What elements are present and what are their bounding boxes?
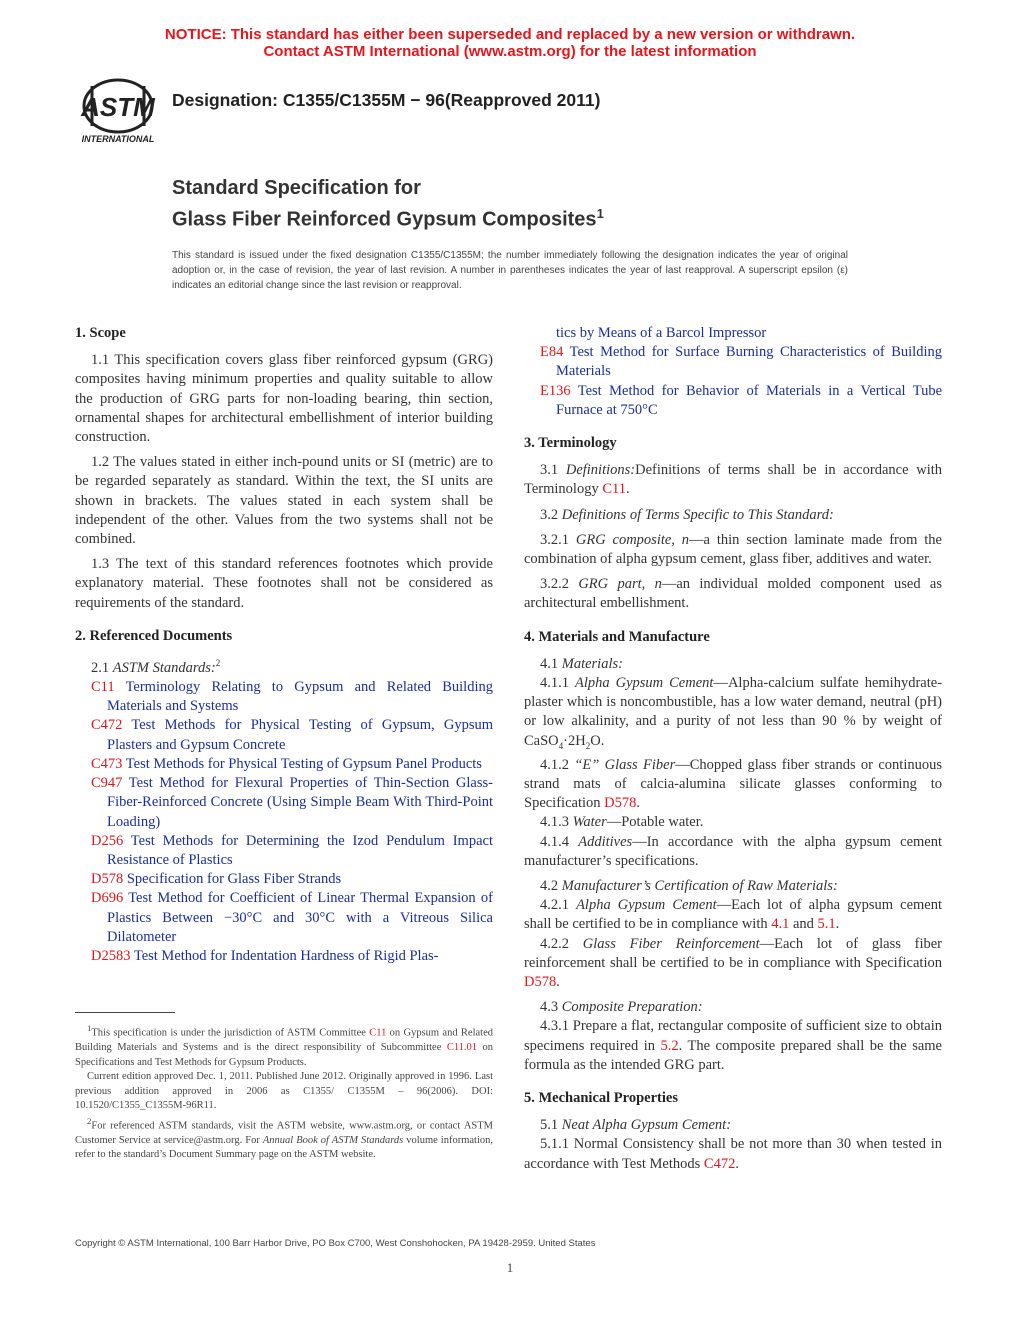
- section-scope-heading: 1. Scope: [75, 325, 126, 341]
- mat-4-3-1-text1: 4.3.1 Prepare a flat, rectangular composite of sufficient size to obtain specimens required in: [524, 1018, 942, 1054]
- ref-title[interactable]: Test Method for Coefficient of Linear Thermal Expansion of Plastics Between −30°C and 30°C with a Vitreous Silica Dilatometer: [107, 890, 493, 945]
- footnote-2: [75, 1114, 493, 1163]
- section-materials-heading: 4. Materials and Manufacture: [524, 628, 710, 645]
- mech-5-1-1-text: 5.1.1 Normal Consistency shall be not more than 30 when tested in accordance with Test Methods: [524, 1136, 942, 1172]
- mat-4-1-1-em: Alpha Gypsum Cement: [575, 675, 714, 692]
- mat-4-1-1-end: O.: [590, 732, 605, 749]
- ref-c473[interactable]: [75, 755, 493, 774]
- mat-4-1-4-text: —In accordance with the alpha gypsum cement manufacturer’s specifications.: [524, 833, 943, 869]
- copyright: Copyright © ASTM International, 100 Barr Harbor Drive, PO Box C700, West Conshohocken, PA 19428-2959. United States: [75, 1238, 596, 1249]
- mat-4-1-2-end: .: [636, 795, 640, 812]
- mat-4-1-2-text: —Chopped glass fiber strands or continuous strand mats of calcia-alumina silicate glasses conforming to Specification: [524, 756, 942, 812]
- ref-code[interactable]: D578: [91, 871, 124, 888]
- footnote-1-text-c: on Specifications and Test Methods for Gypsum Products.: [75, 1042, 493, 1068]
- notice-line-1: NOTICE: This standard has either been superseded and replaced by a new version or withdrawn.: [164, 26, 856, 43]
- ref-code[interactable]: C473: [91, 755, 123, 772]
- footnote-link-c11[interactable]: C11: [369, 1027, 387, 1039]
- footnotes: [75, 1021, 493, 1163]
- mat-4-1-1-mid: ·2H: [563, 732, 586, 749]
- ref-code[interactable]: D696: [91, 890, 124, 907]
- scope-1-1: 1.1 This specification covers glass fiber reinforced gypsum (GRG) composites having minimum properties and quality suitable to allow the production of GRG parts for non-loading bearing, thin section, ornamental shapes for architectural embellishment of interior building construction.: [75, 352, 493, 446]
- term-3-1: [524, 461, 942, 499]
- section-terminology-heading: 3. Terminology: [524, 435, 617, 452]
- ref-title[interactable]: Specification for Glass Fiber Strands: [123, 871, 342, 888]
- mat-4-2-2-end: .: [556, 973, 560, 990]
- term-3-2-num: 3.2: [540, 506, 562, 523]
- ref-d578[interactable]: [75, 870, 493, 889]
- footnote-2-mark: 2: [87, 1115, 92, 1126]
- mat-4-1-em: Materials:: [561, 655, 623, 672]
- ref-title[interactable]: Test Methods for Determining the Izod Pendulum Impact Resistance of Plastics: [107, 832, 493, 868]
- section-mechanical-heading: 5. Mechanical Properties: [524, 1090, 678, 1106]
- mat-4-2-1-text: —Each lot of alpha gypsum cement shall be certified to be in compliance with: [524, 897, 942, 933]
- title-main: Glass Fiber Reinforced Gypsum Composites: [172, 208, 597, 231]
- mat-4-2: [524, 877, 942, 896]
- page-number: 1: [506, 1260, 514, 1275]
- link-d578[interactable]: D578: [604, 795, 637, 812]
- withdrawal-notice: [0, 26, 1020, 60]
- astm-logo-icon: [72, 76, 164, 146]
- link-5-2[interactable]: 5.2: [660, 1037, 679, 1054]
- title-footnote-mark: 1: [596, 206, 604, 221]
- ref-title[interactable]: Test Methods for Physical Testing of Gypsum Panel Products: [122, 755, 482, 772]
- footnote-1: [75, 1021, 493, 1070]
- ref-code[interactable]: C11: [91, 679, 115, 696]
- scope-1-3: 1.3 The text of this standard references footnotes which provide explanatory material. These footnotes shall not be considered as requirements of the standard.: [75, 556, 493, 611]
- mat-4-2-2: [524, 935, 942, 993]
- link-5-1[interactable]: 5.1: [817, 916, 836, 933]
- term-3-2: [524, 506, 942, 525]
- mat-4-1-2: [524, 756, 942, 814]
- mech-5-1-1-end: .: [735, 1155, 739, 1172]
- ref-c11[interactable]: [75, 678, 493, 716]
- ref-c472[interactable]: [75, 716, 493, 754]
- footnote-1-text-a: This specification is under the jurisdiction of ASTM Committee: [91, 1027, 370, 1039]
- section-refdocs-heading: 2. Referenced Documents: [75, 627, 233, 644]
- mat-4-3-1-text2: . The composite prepared shall be the same formula as the intended GRG part.: [524, 1037, 942, 1073]
- term-3-1-end: .: [625, 481, 630, 498]
- mat-4-1-num: 4.1: [540, 655, 562, 672]
- mat-4-1-3-num: 4.1.3: [540, 814, 573, 831]
- ref-title[interactable]: Test Methods for Physical Testing of Gypsum, Gypsum Plasters and Gypsum Concrete: [107, 717, 493, 753]
- mat-4-1-2-num: 4.1.2: [540, 756, 575, 773]
- designation: Designation: C1355/C1355M − 96(Reapproved 2011): [172, 90, 601, 110]
- term-3-1-text: Definitions of terms shall be in accordance with Terminology: [524, 462, 943, 498]
- mat-4-1-3-em: Water: [572, 814, 607, 831]
- mat-4-1-2-em: “E” Glass Fiber: [574, 756, 676, 773]
- mat-4-2-2-em: Glass Fiber Reinforcement: [582, 935, 760, 952]
- footnote-rule: [75, 1012, 175, 1013]
- mat-4-2-2-num: 4.2.2: [540, 935, 583, 952]
- footnote-link-c1101[interactable]: C11.01: [446, 1042, 478, 1053]
- term-3-2-1: [524, 531, 942, 569]
- term-3-1-em: Definitions:: [565, 462, 636, 479]
- scope-1-2: 1.2 The values stated in either inch-pound units or SI (metric) are to be regarded separately as standard. Within the text, the SI units are shown in brackets. The values stated in each system shall be independent of the other. Values from the two systems shall not be combined.: [75, 454, 493, 548]
- logo-text: ASTM: [81, 92, 155, 122]
- astm-standards-footnote: 2: [215, 658, 221, 669]
- ref-c947[interactable]: [75, 774, 493, 832]
- term-3-2-2-em: GRG part, n: [578, 576, 662, 593]
- term-3-2-em: Definitions of Terms Specific to This Standard:: [561, 506, 834, 523]
- mat-4-1: [524, 655, 942, 674]
- ref-d2583[interactable]: [75, 947, 493, 966]
- astm-standards-label: [75, 654, 493, 678]
- mat-4-2-1-end: .: [835, 916, 840, 933]
- astm-standards-num: 2.1: [91, 659, 113, 676]
- ref-d2583-continued[interactable]: tics by Means of a Barcol Impressor: [556, 325, 767, 341]
- term-3-2-2-num: 3.2.2: [540, 576, 579, 593]
- mat-4-2-1: [524, 896, 942, 934]
- term-3-2-2: [524, 575, 942, 613]
- ref-code[interactable]: E84: [540, 344, 564, 361]
- ref-code[interactable]: C947: [91, 775, 123, 792]
- mat-4-2-num: 4.2: [540, 877, 562, 894]
- footnote-1-text-b: on Gypsum and Related Building Materials and Systems and is the direct responsibility of Subcommittee: [75, 1027, 493, 1053]
- logo-subtext: INTERNATIONAL: [81, 134, 155, 144]
- title-line-1: Standard Specification for: [172, 177, 421, 199]
- footnote-1-edition: Current edition approved Dec. 1, 2011. Published June 2012. Originally approved in 1996. Last previous addition approved in 2006 as C1355/ C1355M – 96(2006). DOI: 10.1520/C1355_C1355M-96R11.: [75, 1071, 493, 1111]
- left-column: [75, 322, 493, 966]
- right-column: [524, 322, 942, 1180]
- ref-code[interactable]: E136: [540, 382, 571, 399]
- mat-4-1-4-em: Additives: [578, 833, 633, 850]
- ref-code[interactable]: C472: [91, 717, 123, 734]
- mat-4-1-4: [524, 833, 942, 871]
- footnote-2-annual-book: Annual Book of ASTM Standards: [262, 1134, 404, 1146]
- ref-code[interactable]: D2583: [91, 947, 131, 964]
- link-c11[interactable]: C11: [602, 481, 626, 498]
- mat-4-1-1-num: 4.1.1: [540, 675, 575, 692]
- footnote-1-mark: 1: [87, 1023, 92, 1033]
- title-line-2: [172, 201, 604, 233]
- issued-note: This standard is issued under the fixed designation C1355/C1355M; the number immediately following the designation indicates the year of original adoption or, in the case of revision, the year of last revision. A number in parentheses indicates the year of last reapproval. A superscript epsilon (ε) indicates an editorial change since the last revision or reapproval.: [172, 250, 848, 291]
- footnote-2-text-b: volume information, refer to the standard’s Document Summary page on the ASTM website.: [75, 1134, 493, 1160]
- ref-title[interactable]: Test Method for Flexural Properties of Thin-Section Glass-Fiber-Reinforced Concrete (Using Simple Beam With Third-Point Loading): [107, 775, 493, 830]
- ref-d696[interactable]: [75, 889, 493, 947]
- link-d578[interactable]: D578: [524, 973, 557, 990]
- mat-4-2-1-em: Alpha Gypsum Cement: [576, 897, 717, 914]
- footnote-2-text-a: For referenced ASTM standards, visit the ASTM website, www.astm.org, or contact ASTM Customer Service at service@astm.org. For: [75, 1120, 493, 1146]
- astm-logo: [72, 76, 164, 146]
- mat-4-1-1-sub1: 4: [558, 740, 564, 751]
- mat-4-2-em: Manufacturer’s Certification of Raw Materials:: [561, 877, 838, 894]
- mat-4-1-3: [524, 813, 942, 832]
- ref-title[interactable]: Test Method for Surface Burning Characteristics of Building Materials: [556, 344, 942, 380]
- term-3-2-1-em: GRG composite, n: [575, 531, 690, 548]
- mat-4-2-1-and: and: [789, 916, 818, 933]
- ref-title[interactable]: Test Method for Indentation Hardness of Rigid Plas-: [130, 947, 439, 964]
- document-title: [172, 175, 604, 233]
- ref-title[interactable]: Terminology Relating to Gypsum and Related Building Materials and Systems: [107, 679, 493, 715]
- term-3-2-2-text: —an individual molded component used as architectural embellishment.: [524, 576, 942, 612]
- term-3-2-1-num: 3.2.1: [540, 531, 576, 548]
- mech-5-1: [524, 1116, 942, 1135]
- mat-4-1-1: [524, 674, 942, 756]
- ref-e136[interactable]: [524, 382, 942, 420]
- astm-standards-text: ASTM Standards:: [112, 659, 216, 676]
- mech-5-1-em: Neat Alpha Gypsum Cement:: [561, 1117, 732, 1134]
- mat-4-2-1-num: 4.2.1: [540, 897, 577, 914]
- term-3-2-1-text: —a thin section laminate made from the combination of alpha gypsum cement, glass fiber, additives and water.: [524, 531, 942, 568]
- ref-e84[interactable]: [524, 343, 942, 381]
- mat-4-3-num: 4.3: [540, 999, 562, 1016]
- mech-5-1-1: [524, 1135, 942, 1173]
- link-4-1[interactable]: 4.1: [771, 916, 790, 933]
- notice-line-2: Contact ASTM International (www.astm.org) for the latest information: [263, 43, 757, 60]
- mat-4-1-1-text: —Alpha-calcium sulfate hemihydrate-plaster which is noncombustible, has a low water demand, neutral (pH) or low alkalinity, and a purity of not less than 90 % by weight of CaSO: [524, 675, 943, 749]
- link-c472[interactable]: C472: [703, 1155, 736, 1172]
- ref-code[interactable]: D256: [91, 832, 124, 849]
- mat-4-1-1-sub2: 2: [585, 740, 591, 751]
- term-3-1-num: 3.1: [540, 462, 566, 479]
- mat-4-3-em: Composite Preparation:: [561, 999, 703, 1016]
- ref-title[interactable]: Test Method for Behavior of Materials in a Vertical Tube Furnace at 750°C: [556, 382, 942, 418]
- mat-4-1-4-num: 4.1.4: [540, 833, 579, 850]
- mat-4-3-1: [524, 1017, 942, 1075]
- mat-4-2-2-text: —Each lot of glass fiber reinforcement shall be certified to be in compliance with Specification: [524, 935, 943, 971]
- mech-5-1-num: 5.1: [540, 1117, 562, 1134]
- ref-d256[interactable]: [75, 832, 493, 870]
- mat-4-3: [524, 998, 942, 1017]
- mat-4-1-3-text: —Potable water.: [606, 814, 704, 831]
